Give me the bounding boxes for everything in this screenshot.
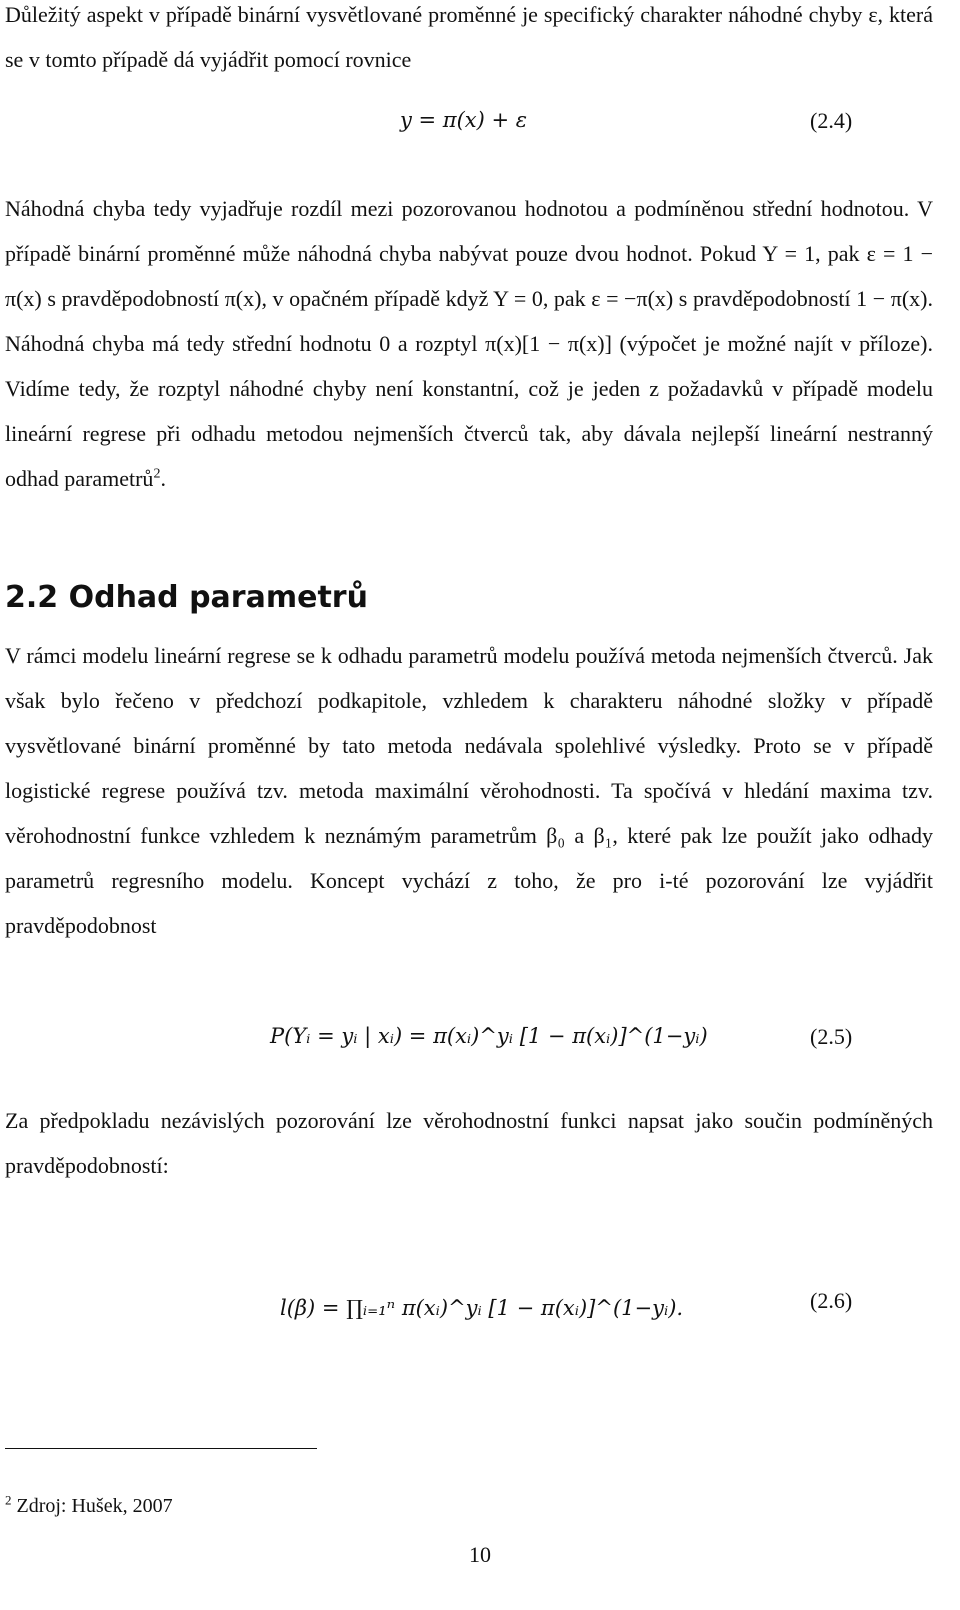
paragraph-random-error-text: Náhodná chyba tedy vyjadřuje rozdíl mezi pozorovanou hodnotou a podmíněnou střední hodnotou. V případě binární proměnné může náhodná chyba nabývat pouze dvou hodnot. Pokud Y = 1, pak ε = 1 − π(x) s pravděpodobností π(x), v opačném případě když Y = 0, pak ε = −π(x) s pravděpodobností 1 − π(x). Náhodná chyba má tedy střední hodnotu 0 a rozptyl π(x)[1 − π(x)] (výpočet je možné najít v příloze). Vidíme tedy, že rozptyl náhodné chyby není konstantní, což je jeden z požadavků v případě modelu lineární regrese při odhadu metodou nejmenších čtverců tak, aby dávala nejlepší lineární nestranný odhad parametrů bbox=[5, 196, 933, 491]
footnote-text: Zdroj: Hušek, 2007 bbox=[16, 1495, 173, 1517]
paragraph-likelihood-text: Za předpokladu nezávislých pozorování lze věrohodnostní funkci napsat jako součin podmíněných pravděpodobností: bbox=[5, 1108, 933, 1178]
equation-2-4-number: (2.4) bbox=[810, 108, 853, 133]
paragraph-estimation bbox=[5, 633, 933, 948]
footnote-reference[interactable]: 2 bbox=[153, 466, 161, 482]
equation-2-5-formula: P(Yᵢ = yᵢ | xᵢ) = π(xᵢ)^yᵢ [1 − π(xᵢ)]^(1−yᵢ) bbox=[270, 1024, 708, 1048]
equation-2-4-formula: y = π(x) + ε bbox=[400, 108, 528, 132]
paragraph-random-error bbox=[5, 186, 933, 501]
footnote bbox=[5, 1493, 173, 1519]
equation-2-6 bbox=[0, 1288, 960, 1336]
equation-2-6-number: (2.6) bbox=[810, 1288, 853, 1313]
paragraph-intro bbox=[5, 0, 933, 82]
paragraph-intro-text: Důležitý aspekt v případě binární vysvětlované proměnné je specifický charakter náhodné chyby ε, která se v tomto případě dá vyjádřit pomocí rovnice bbox=[5, 2, 933, 72]
paragraph-estimation-text: V rámci modelu lineární regrese se k odhadu parametrů modelu používá metoda nejmenších čtverců. Jak však bylo řečeno v předchozí podkapitole, vzhledem k charakteru náhodné složky v případě vysvětlované binární proměnné by tato metoda nedávala spolehlivé výsledky. Proto se v případě logistické regrese používá tzv. metoda maximální věrohodnosti. Ta spočívá v hledání maxima tzv. věrohodnostní funkce vzhledem k neznámým parametrům β₀ a β₁, které pak lze použít jako odhady parametrů regresního modelu. Koncept vychází z toho, že pro i-té pozorování lze vyjádřit pravděpodobnost bbox=[5, 643, 933, 938]
equation-2-4 bbox=[0, 108, 960, 148]
footnote-marker: 2 bbox=[5, 1492, 12, 1508]
equation-2-5-number: (2.5) bbox=[810, 1024, 853, 1049]
paragraph-random-error-end: . bbox=[160, 466, 166, 491]
equation-2-6-formula: l(β) = ∏ᵢ₌₁ⁿ π(xᵢ)^yᵢ [1 − π(xᵢ)]^(1−yᵢ). bbox=[280, 1296, 684, 1320]
footnote-separator bbox=[5, 1448, 317, 1449]
page-number: 10 bbox=[469, 1542, 491, 1567]
section-heading: 2.2 Odhad parametrů bbox=[5, 580, 368, 615]
equation-2-5 bbox=[0, 1024, 960, 1064]
paragraph-likelihood bbox=[5, 1098, 933, 1188]
